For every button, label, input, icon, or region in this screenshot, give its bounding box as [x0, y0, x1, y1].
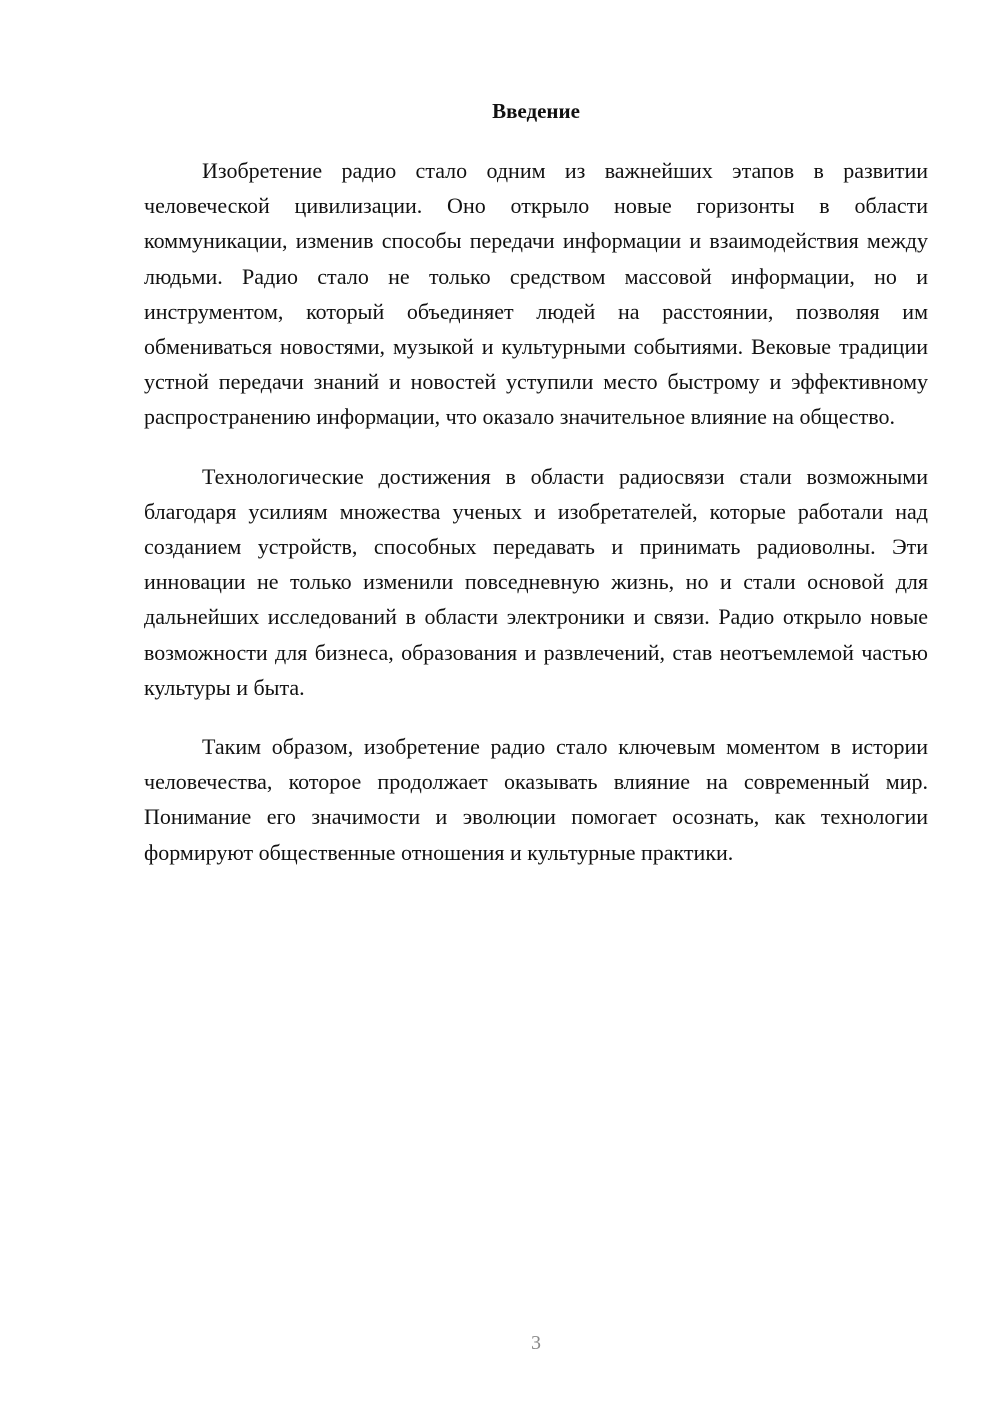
- paragraph-1: Изобретение радио стало одним из важнейших этапов в развитии человеческой цивилизации. Оно открыло новые горизонты в области коммуникации, изменив способы передачи информации и взаимодействия между людьми. Радио стало не только средством массовой информации, но и инструментом, который объединяет людей на расстоянии, позволяя им обмениваться новостями, музыкой и культурными событиями. Вековые традиции устной передачи знаний и новостей уступили место быстрому и эффективному распространению информации, что оказало значительное влияние на общество.: [144, 158, 928, 430]
- paragraph-3: Таким образом, изобретение радио стало ключевым моментом в истории человечества, которое продолжает оказывать влияние на современный мир. Понимание его значимости и эволюции помогает осознать, как технологии формируют общественные отношения и культурные практики.: [144, 734, 928, 865]
- section-heading: Введение: [492, 99, 580, 123]
- paragraph-2: Технологические достижения в области радиосвязи стали возможными благодаря усилиям множества ученых и изобретателей, которые работали над созданием устройств, способных передавать и принимать радиоволны. Эти инновации не только изменили повседневную жизнь, но и стали основой для дальнейших исследований в области электроники и связи. Радио открыло новые возможности для бизнеса, образования и развлечений, став неотъемлемой частью культуры и быта.: [144, 463, 928, 700]
- page-number: 3: [531, 1332, 541, 1354]
- document-body: [144, 94, 928, 894]
